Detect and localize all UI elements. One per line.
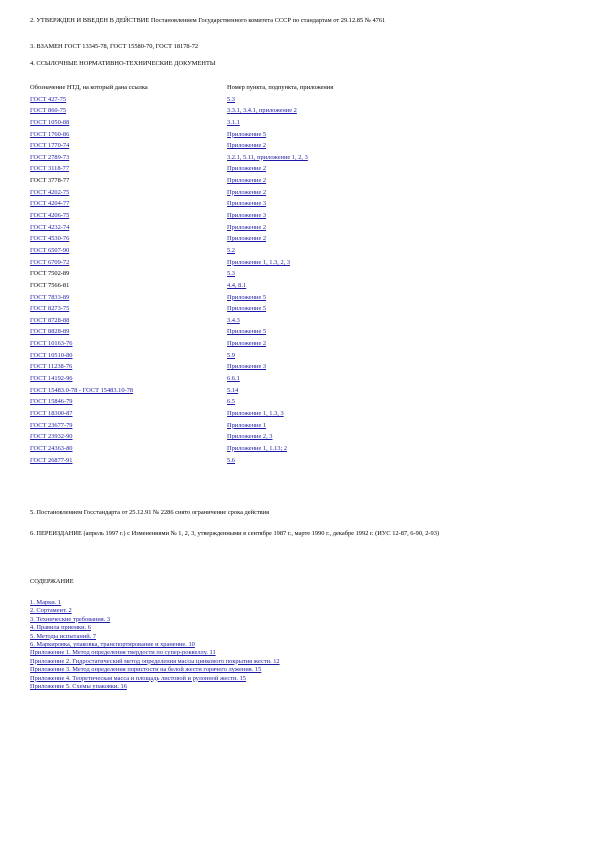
document-link[interactable]: ГОСТ 3118-77 <box>30 165 70 173</box>
document-link[interactable]: ГОСТ 1770-74 <box>30 142 70 150</box>
replacement-paragraph: 3. ВЗАМЕН ГОСТ 13345-78, ГОСТ 15580-70, ГОСТ 18178-72 <box>30 43 199 50</box>
clause-link[interactable]: Приложение 3 <box>227 212 267 220</box>
clause-link[interactable]: 4.4, 8.1 <box>227 281 247 289</box>
table-of-contents <box>30 599 280 691</box>
clause-link[interactable]: Приложение 1, 1.3, 2, 3 <box>227 258 291 266</box>
table-row <box>30 361 570 373</box>
reissue-paragraph: 6. ПЕРЕИЗДАНИЕ (апрель 1997 г.) с Изменениями № 1, 2, 3, утвержденными в сентябре 1987 г., марте 1990 г., декабре 1992 г. (ИУС 12-87, 6-90, 2-93) <box>30 530 440 537</box>
document-link[interactable]: ГОСТ 1050-88 <box>30 118 70 126</box>
table-row <box>30 350 570 362</box>
references-table <box>30 82 570 466</box>
header-document: Обозначение НТД, на который дана ссылка <box>30 84 148 91</box>
document-link[interactable]: ГОСТ 11238-76 <box>30 363 73 371</box>
table-row <box>30 163 570 175</box>
document-link[interactable]: ГОСТ 18300-87 <box>30 409 73 417</box>
table-row <box>30 245 570 257</box>
clause-link[interactable]: Приложение 2 <box>227 340 267 348</box>
clause-link[interactable]: 3.1.1 <box>227 118 240 126</box>
table-row <box>30 303 570 315</box>
table-row <box>30 420 570 432</box>
clause-link[interactable]: Приложение 5 <box>227 130 267 138</box>
document-link[interactable]: ГОСТ 4530-76 <box>30 235 70 243</box>
clause-link[interactable]: Приложение 2, 3 <box>227 433 273 441</box>
clause-link[interactable]: 5.3 <box>227 95 235 103</box>
document-link[interactable]: ГОСТ 4232-74 <box>30 223 70 231</box>
document-link[interactable]: ГОСТ 24363-80 <box>30 444 73 452</box>
clause-link[interactable]: 6.5 <box>227 398 235 406</box>
document-link[interactable]: ГОСТ 4206-75 <box>30 212 70 220</box>
clause-link[interactable]: Приложение 2 <box>227 142 267 150</box>
table-row <box>30 268 570 280</box>
contents-link[interactable]: 1. Марки. 1 <box>30 599 62 606</box>
contents-link[interactable]: 5. Методы испытаний. 7 <box>30 632 97 640</box>
clause-link[interactable]: Приложение 2 <box>227 188 267 196</box>
clause-link[interactable]: 5.14 <box>227 386 239 394</box>
document-text: ГОСТ 7566-81 <box>30 281 70 289</box>
table-row <box>30 117 570 129</box>
document-link[interactable]: ГОСТ 15483.0-78 - ГОСТ 15483.10-78 <box>30 386 134 394</box>
clause-link[interactable]: 5.2 <box>227 246 235 254</box>
contents-link[interactable]: 2. Сортамент. 2 <box>30 607 72 615</box>
clause-link[interactable]: Приложение 1, 1.13; 2 <box>227 444 288 452</box>
contents-link[interactable]: Приложение 3. Метод определения пористости на белой жести горячего лужения. 15 <box>30 666 262 674</box>
table-row <box>30 105 570 117</box>
clause-link[interactable]: 5.6 <box>227 456 235 464</box>
table-row <box>30 315 570 327</box>
header-clause: Номер пункта, подпункта, приложения <box>227 84 334 91</box>
document-link[interactable]: ГОСТ 10163-76 <box>30 340 73 348</box>
clause-link[interactable]: Приложение 5 <box>227 328 267 336</box>
clause-link[interactable]: 3.3.1, 3.4.1, приложение 2 <box>227 107 297 115</box>
table-row <box>30 140 570 152</box>
document-link[interactable]: ГОСТ 6507-90 <box>30 246 70 254</box>
clause-link[interactable]: 3.4.3 <box>227 316 240 324</box>
restriction-paragraph: 5. Постановлением Госстандарта от 25.12.91 № 2286 снято ограничение срока действия <box>30 509 270 516</box>
document-link[interactable]: ГОСТ 4202-75 <box>30 188 70 196</box>
contents-link[interactable]: 6. Маркировка, упаковка, транспортирование и хранение. 10 <box>30 641 195 649</box>
table-row <box>30 210 570 222</box>
clause-link[interactable]: Приложение 3 <box>227 363 267 371</box>
clause-link[interactable]: 5.9 <box>227 351 235 359</box>
document-link[interactable]: ГОСТ 7833-89 <box>30 293 70 301</box>
table-row <box>30 443 570 455</box>
clause-link[interactable]: Приложение 2 <box>227 235 267 243</box>
table-row <box>30 373 570 385</box>
clause-link[interactable]: 5.3 <box>227 270 235 278</box>
table-row <box>30 198 570 210</box>
document-link[interactable]: ГОСТ 8728-88 <box>30 316 70 324</box>
document-link[interactable]: ГОСТ 8273-75 <box>30 305 70 313</box>
document-link[interactable]: ГОСТ 427-75 <box>30 95 67 103</box>
table-row <box>30 222 570 234</box>
table-row <box>30 187 570 199</box>
table-row <box>30 292 570 304</box>
document-link[interactable]: ГОСТ 23932-90 <box>30 433 73 441</box>
table-row <box>30 431 570 443</box>
clause-link[interactable]: Приложение 3 <box>227 200 267 208</box>
contents-link[interactable]: Приложение 4. Теоретическая масса и площадь листовой и рулонной жести. 15 <box>30 674 246 682</box>
document-text: ГОСТ 7502-89 <box>30 270 70 278</box>
approval-paragraph: 2. УТВЕРЖДЕН И ВВЕДЕН В ДЕЙСТВИЕ Постановлением Государственного комитета СССР по стандартам от 29.12.85 № 4761 <box>30 17 386 24</box>
document-link[interactable]: ГОСТ 2789-73 <box>30 153 70 161</box>
references-table-header <box>30 82 570 94</box>
table-row <box>30 280 570 292</box>
document-link[interactable]: ГОСТ 8828-89 <box>30 328 70 336</box>
document-link[interactable]: ГОСТ 26877-91 <box>30 456 73 464</box>
document-link[interactable]: ГОСТ 14192-96 <box>30 375 73 383</box>
table-row <box>30 257 570 269</box>
contents-title: СОДЕРЖАНИЕ <box>30 578 74 585</box>
contents-link[interactable]: 3. Технические требования. 3 <box>30 615 111 623</box>
clause-link[interactable]: Приложение 2 <box>227 223 267 231</box>
table-row <box>30 455 570 467</box>
table-row <box>30 129 570 141</box>
clause-link[interactable]: 3.2.1, 5.11, приложение 1, 2, 3 <box>227 153 308 161</box>
references-heading: 4. ССЫЛОЧНЫЕ НОРМАТИВНО-ТЕХНИЧЕСКИЕ ДОКУМЕНТЫ <box>30 60 216 67</box>
document-link[interactable]: ГОСТ 4204-77 <box>30 200 70 208</box>
document-link[interactable]: ГОСТ 10510-80 <box>30 351 73 359</box>
table-row <box>30 396 570 408</box>
document-link[interactable]: ГОСТ 1760-86 <box>30 130 70 138</box>
clause-link[interactable]: Приложение 1, 1.3, 3 <box>227 409 284 417</box>
clause-link[interactable]: 6.6.1 <box>227 375 240 383</box>
contents-link[interactable]: Приложение 1. Метод определения твердости по супер-роквеллу. 11 <box>30 649 216 657</box>
clause-link[interactable]: Приложение 5 <box>227 293 267 301</box>
document-text: ГОСТ 3778-77 <box>30 177 70 185</box>
table-row <box>30 408 570 420</box>
table-row <box>30 326 570 338</box>
table-row <box>30 152 570 164</box>
document-link[interactable]: ГОСТ 15846-79 <box>30 398 73 406</box>
clause-link[interactable]: Приложение 1 <box>227 421 267 429</box>
contents-link[interactable]: Приложение 5. Схемы упаковки. 16 <box>30 683 127 691</box>
clause-link[interactable]: Приложение 2 <box>227 177 267 185</box>
clause-link[interactable]: Приложение 2 <box>227 165 267 173</box>
document-link[interactable]: ГОСТ 23677-79 <box>30 421 73 429</box>
table-row <box>30 338 570 350</box>
clause-link[interactable]: Приложение 5 <box>227 305 267 313</box>
table-row <box>30 233 570 245</box>
document-link[interactable]: ГОСТ 6709-72 <box>30 258 70 266</box>
document-link[interactable]: ГОСТ 860-75 <box>30 107 67 115</box>
table-row <box>30 94 570 106</box>
table-row <box>30 175 570 187</box>
contents-link[interactable]: 4. Правила приемки. 6 <box>30 624 91 632</box>
table-row <box>30 385 570 397</box>
contents-link[interactable]: Приложение 2. Гидростатический метод определения массы цинкового покрытия жести. 12 <box>30 657 280 665</box>
